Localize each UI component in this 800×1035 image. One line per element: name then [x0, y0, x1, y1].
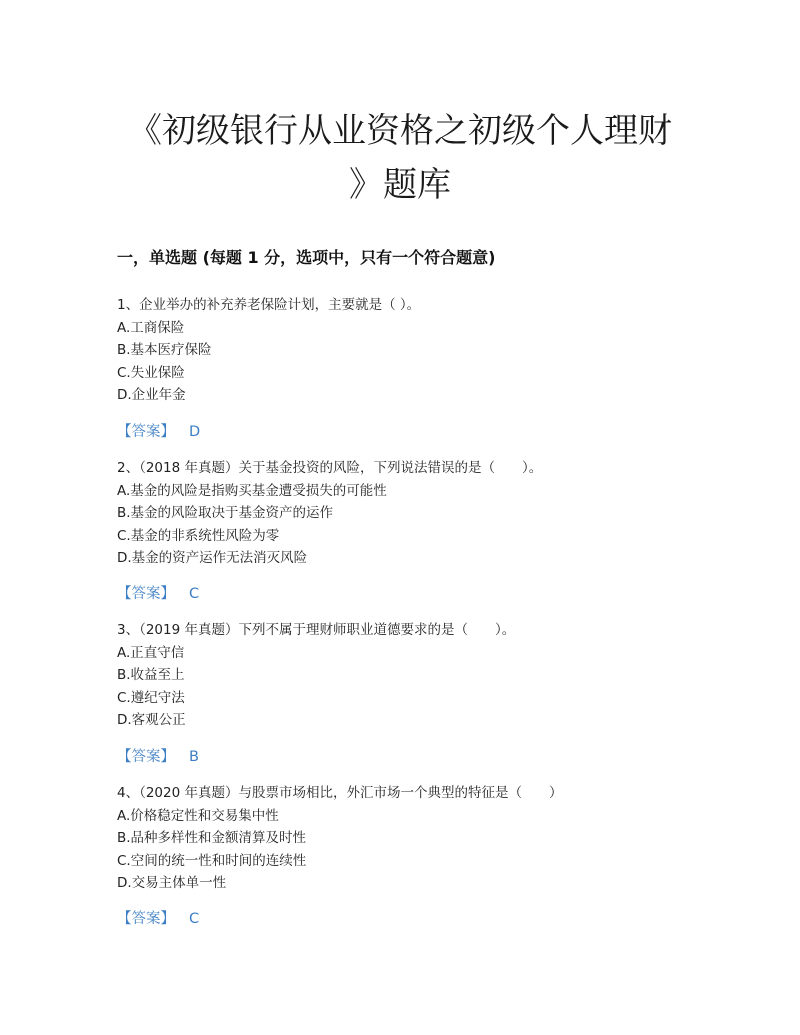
answer-1: [117, 421, 200, 443]
option-a: A.基金的风险是指购买基金遭受损失的可能性: [117, 482, 387, 499]
question-stem: 3、（2019 年真题）下列不属于理财师职业道德要求的是（ ）。: [117, 622, 516, 638]
answer-label: 【答案】: [117, 749, 175, 765]
answer-4: [117, 908, 199, 930]
document-title-line-1: 《初级银行从业资格之初级个人理财: [128, 111, 672, 151]
question-stem: 1、企业举办的补充养老保险计划，主要就是（ ）。: [117, 297, 421, 313]
question-1: [117, 294, 697, 407]
option-c: C.基金的非系统性风险为零: [117, 527, 280, 544]
option-b: B.收益至上: [117, 667, 185, 683]
option-d: D.客观公正: [117, 712, 186, 728]
option-b: B.基金的风险取决于基金资产的运作: [117, 505, 334, 521]
answer-value: B: [189, 749, 199, 765]
answer-2: [117, 583, 199, 605]
answer-value: C: [189, 586, 200, 602]
option-b: B.基本医疗保险: [117, 342, 212, 358]
document-title-line-2: 》题库: [349, 165, 451, 205]
answer-value: D: [189, 424, 201, 440]
question-stem: 2、（2018 年真题）关于基金投资的风险，下列说法错误的是（ ）。: [117, 460, 543, 476]
option-d: D.交易主体单一性: [117, 875, 227, 891]
question-4: [117, 782, 697, 895]
answer-label: 【答案】: [117, 424, 175, 440]
answer-label: 【答案】: [117, 911, 175, 927]
answer-label: 【答案】: [117, 586, 175, 602]
option-c: C.空间的统一性和时间的连续性: [117, 852, 307, 869]
option-b: B.品种多样性和金额清算及时性: [117, 830, 307, 846]
option-c: C.遵纪守法: [117, 689, 185, 706]
option-a: A.工商保险: [117, 319, 185, 336]
option-d: D.基金的资产运作无法消灭风险: [117, 550, 308, 566]
question-3: [117, 619, 697, 732]
question-stem: 4、（2020 年真题）与股票市场相比，外汇市场一个典型的特征是（ ）: [117, 785, 563, 801]
option-a: A.正直守信: [117, 644, 185, 661]
option-d: D.企业年金: [117, 387, 186, 403]
answer-value: C: [189, 911, 200, 927]
option-a: A.价格稳定性和交易集中性: [117, 807, 279, 824]
answer-3: [117, 746, 199, 768]
section-heading: 一，单选题 (每题 1 分，选项中，只有一个符合题意): [117, 248, 496, 267]
option-c: C.失业保险: [117, 364, 185, 381]
question-2: [117, 457, 697, 570]
